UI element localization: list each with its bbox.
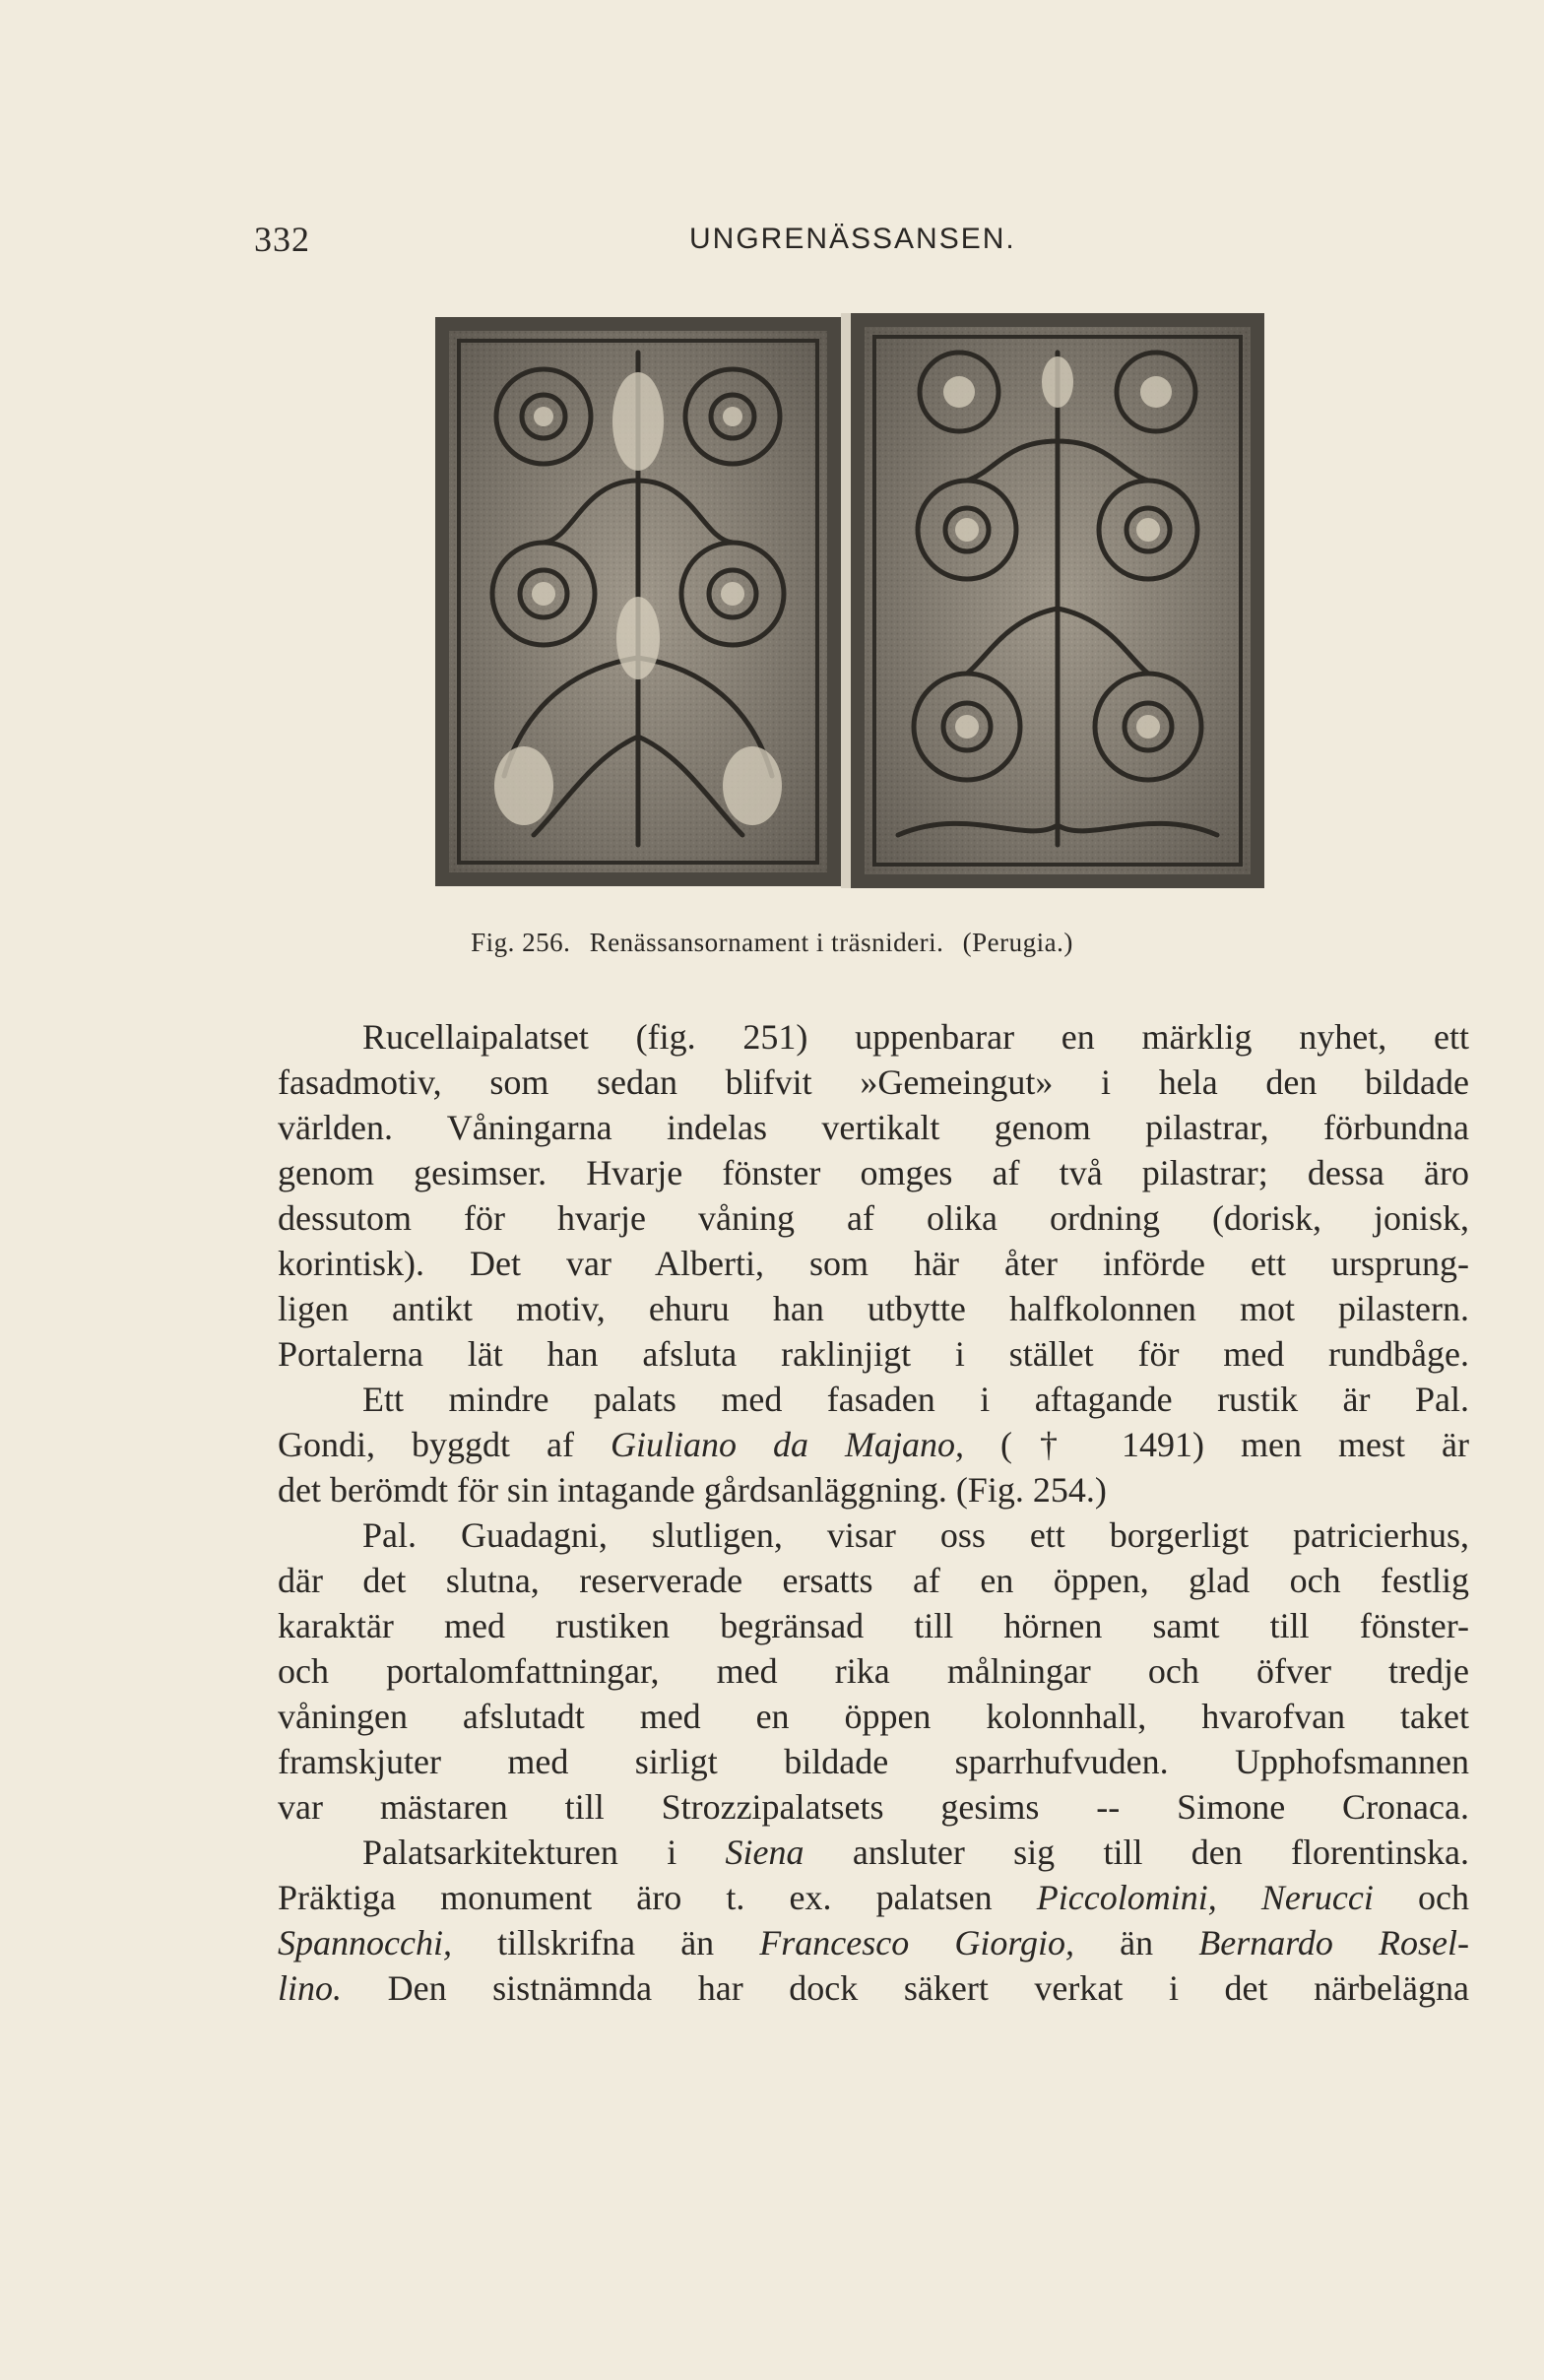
- text-segment: († 1491) men mest är: [1000, 1425, 1470, 1464]
- text-line: [278, 1830, 1469, 1875]
- text-line: fasadmotiv, som sedan blifvit »Gemeingut» i hela den bildade: [278, 1062, 1469, 1102]
- text-segment: Präktiga monument äro t. ex. palatsen: [278, 1878, 993, 1917]
- text-segment-italic: Giuliano da Majano,: [611, 1425, 965, 1464]
- text-segment-italic: Francesco Giorgio,: [759, 1923, 1075, 1962]
- text-line: det berömdt för sin intagande gårdsanläggning. (Fig. 254.): [278, 1470, 1107, 1510]
- text-line: Portalerna lät han afsluta raklinjigt i stället för med rundbåge.: [278, 1334, 1469, 1374]
- text-segment-italic: Bernardo Rosel-: [1198, 1923, 1470, 1962]
- text-line: våningen afslutadt med en öppen kolonnhall, hvarofvan taket: [278, 1697, 1469, 1736]
- page-number: 332: [254, 220, 310, 259]
- text-line: Pal. Guadagni, slutligen, visar oss ett borgerligt patricierhus,: [362, 1515, 1469, 1555]
- text-segment: och: [1418, 1878, 1469, 1917]
- running-title: UNGRENÄSSANSEN.: [689, 223, 1016, 255]
- text-line: genom gesimser. Hvarje fönster omges af två pilastrar; dessa äro: [278, 1153, 1469, 1192]
- text-line: [278, 1875, 1469, 1920]
- carved-panels-image: [435, 313, 1264, 888]
- text-line: [278, 1965, 1469, 2011]
- caption-place: (Perugia.): [962, 928, 1073, 957]
- text-segment: Gondi, byggdt af: [278, 1425, 574, 1464]
- text-line: framskjuter med sirligt bildade sparrhufvuden. Upphofsmannen: [278, 1742, 1469, 1781]
- text-segment-italic: lino.: [278, 1968, 343, 2008]
- text-line: var mästaren till Strozzipalatsets gesims -- Simone Cronaca.: [278, 1787, 1469, 1827]
- text-segment-italic: Spannocchi,: [278, 1923, 452, 1962]
- text-line: och portalomfattningar, med rika målningar och öfver tredje: [278, 1651, 1469, 1691]
- text-segment: tillskrifna än: [497, 1923, 715, 1962]
- text-segment: Palatsarkitekturen i: [362, 1833, 677, 1872]
- text-segment: än: [1120, 1923, 1154, 1962]
- caption-text: Renässansornament i träsnideri.: [589, 928, 944, 957]
- text-line: [278, 1920, 1469, 1965]
- text-line: Rucellaipalatset (fig. 251) uppenbarar en märklig nyhet, ett: [362, 1017, 1469, 1057]
- caption-label: Fig. 256.: [471, 928, 571, 957]
- text-line: korintisk). Det var Alberti, som här åter införde ett ursprung-: [278, 1244, 1469, 1283]
- text-segment-italic: Piccolomini, Nerucci: [1036, 1878, 1374, 1917]
- figure-carved-panels: [435, 313, 1264, 888]
- text-line: dessutom för hvarje våning af olika ordning (dorisk, jonisk,: [278, 1198, 1469, 1238]
- text-segment-italic: Siena: [725, 1833, 804, 1872]
- text-line: ligen antikt motiv, ehuru han utbytte halfkolonnen mot pilastern.: [278, 1289, 1469, 1328]
- text-line: [278, 1422, 1469, 1467]
- text-line: Ett mindre palats med fasaden i aftagande rustik är Pal.: [362, 1380, 1469, 1419]
- body-text: [278, 1014, 1469, 2011]
- text-segment: Den sistnämnda har dock säkert verkat i det närbelägna: [387, 1968, 1469, 2008]
- figure-caption: [0, 928, 1544, 958]
- text-segment: ansluter sig till den florentinska.: [852, 1833, 1469, 1872]
- text-line: karaktär med rustiken begränsad till hörnen samt till fönster-: [278, 1606, 1469, 1645]
- text-line: världen. Våningarna indelas vertikalt genom pilastrar, förbundna: [278, 1108, 1469, 1147]
- text-line: där det slutna, reserverade ersatts af en öppen, glad och festlig: [278, 1561, 1469, 1600]
